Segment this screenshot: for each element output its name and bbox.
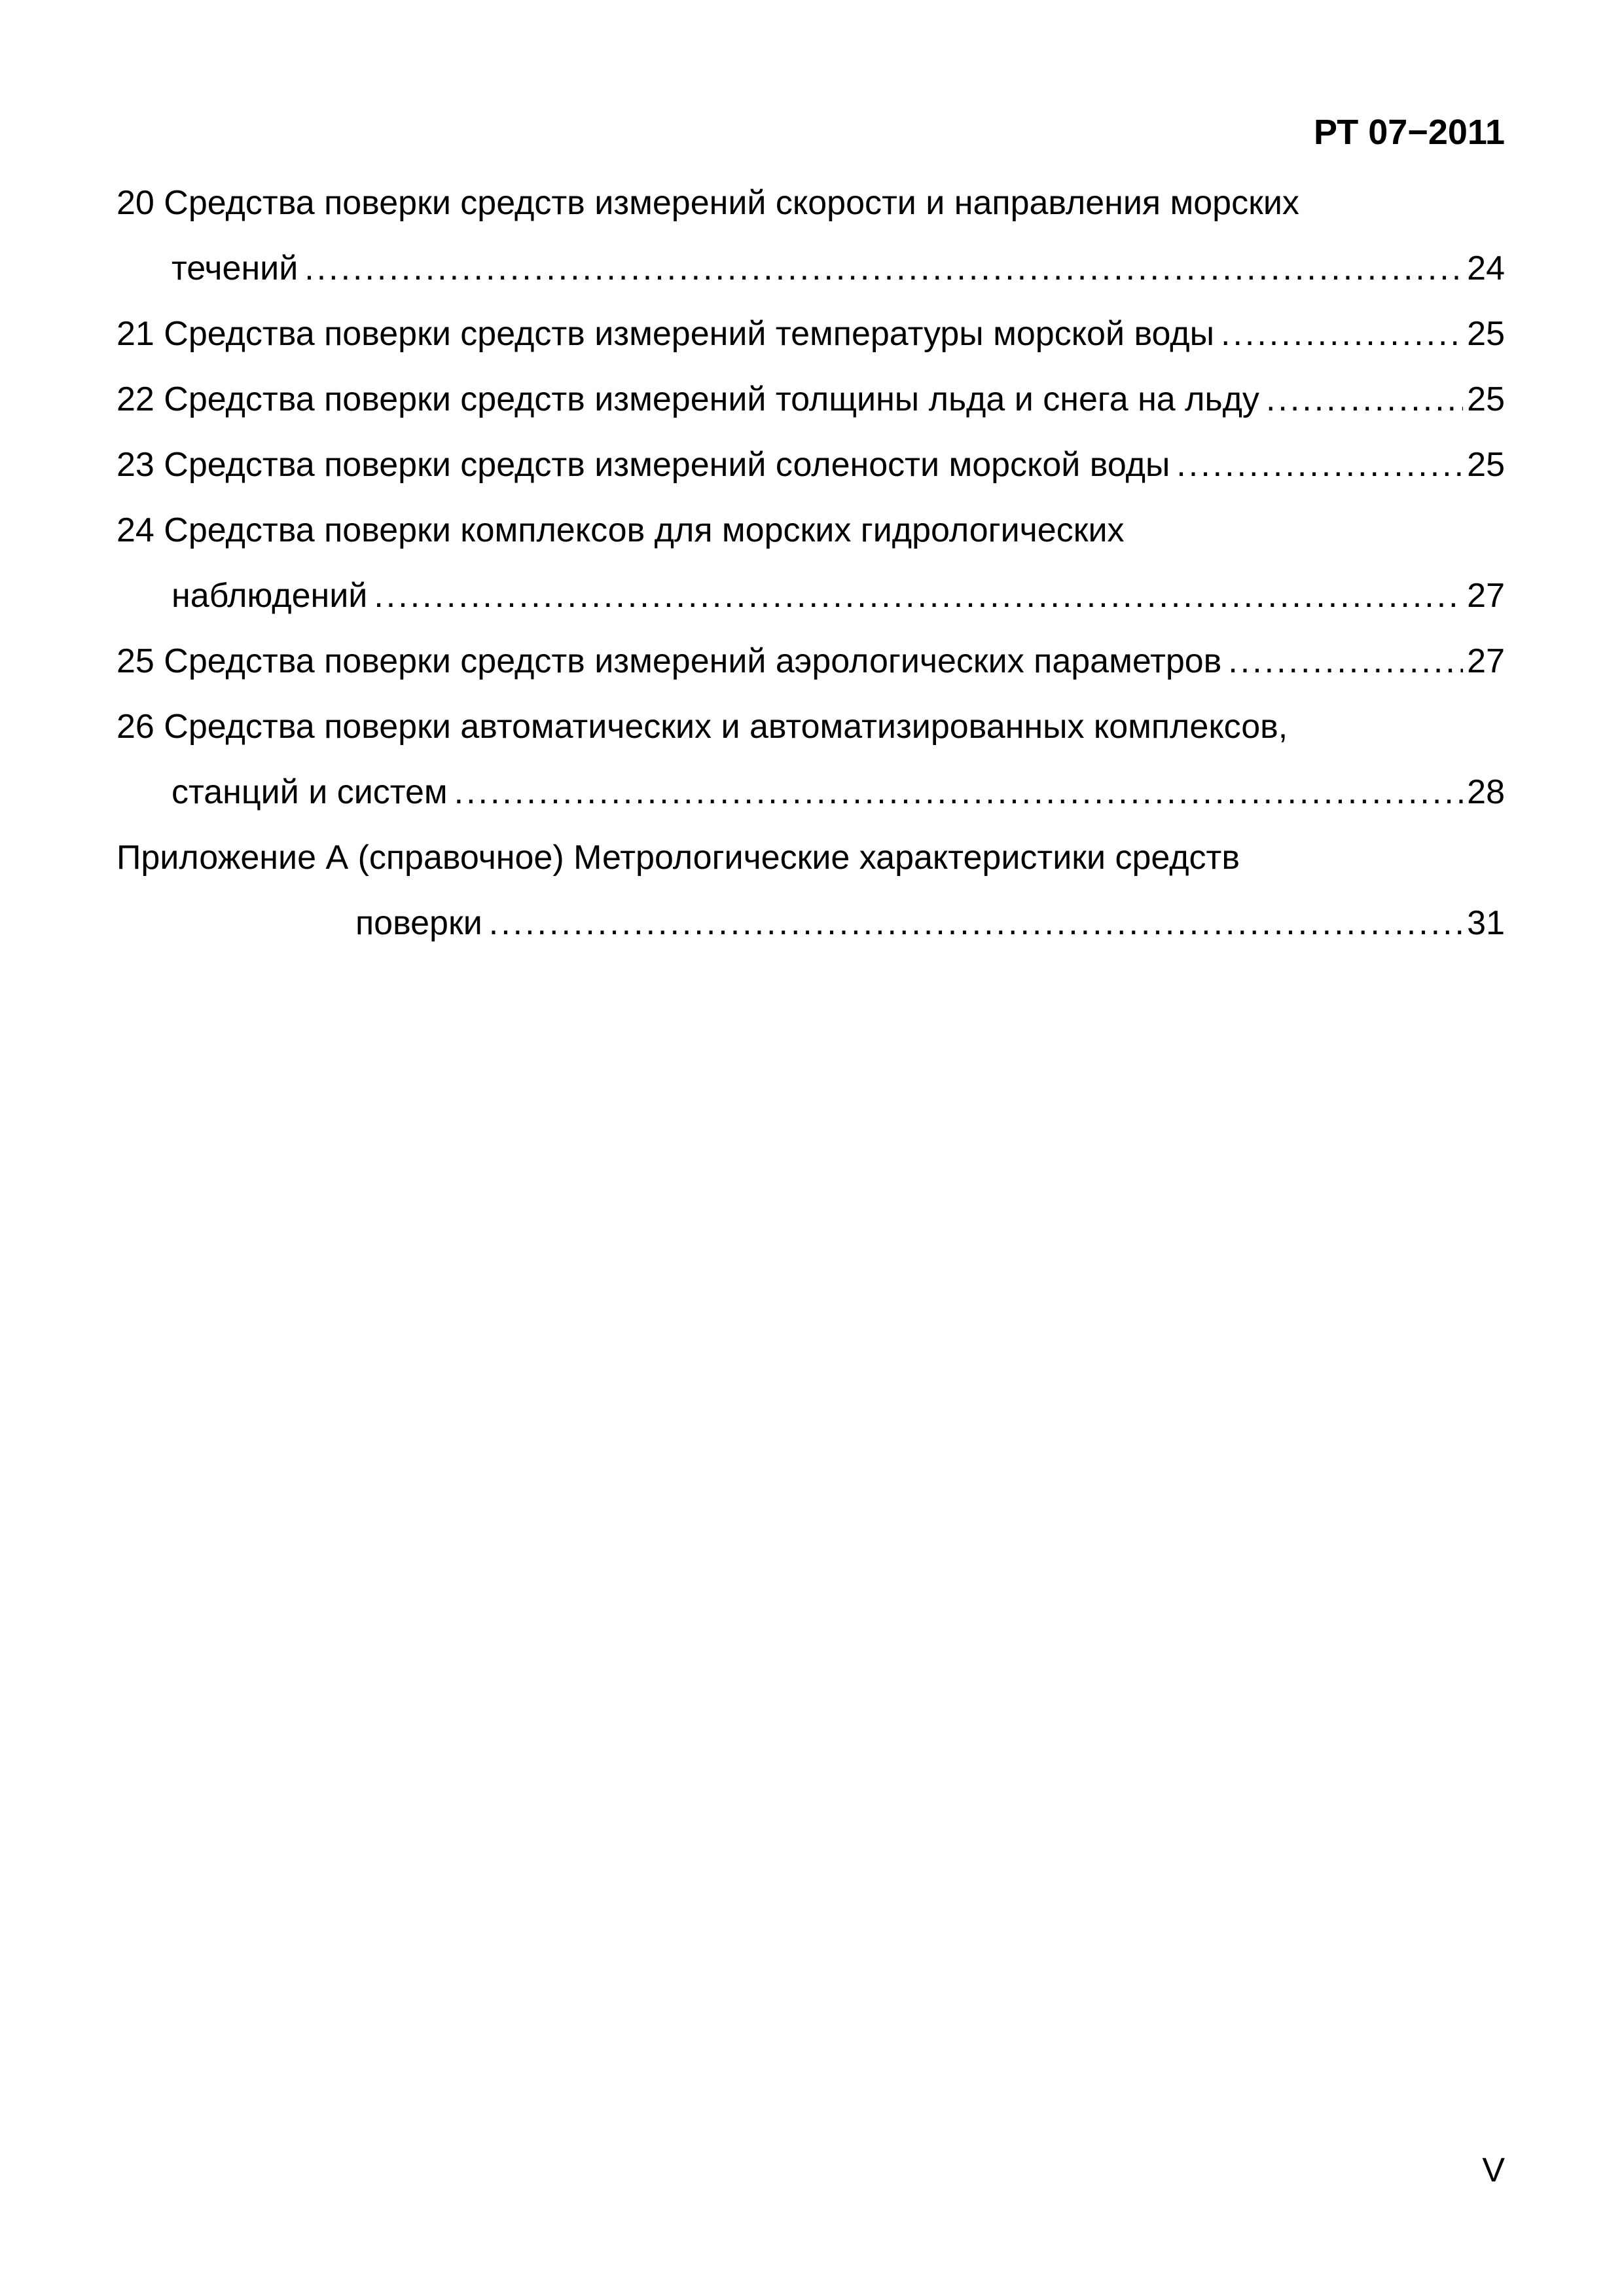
page-number: V: [1482, 2151, 1505, 2189]
table-of-contents: [117, 170, 1505, 956]
toc-entry-title: 21 Средства поверки средств измерений температуры морской воды: [117, 315, 1214, 353]
toc-page-number: 31: [1467, 904, 1505, 942]
toc-entry-last-line: [117, 301, 1505, 367]
dot-leader: [489, 890, 1463, 956]
toc-entry-22: [117, 367, 1505, 432]
document-code: РТ 07−2011: [1313, 113, 1505, 152]
toc-entry-title: 25 Средства поверки средств измерений аэрологических параметров: [117, 642, 1222, 680]
dot-leader: [1266, 367, 1463, 432]
dot-leader: [1176, 432, 1463, 498]
toc-entry-title: 20 Средства поверки средств измерений скорости и направления морских: [117, 184, 1299, 222]
toc-entry-20: [117, 170, 1505, 301]
toc-entry-last-line: [117, 563, 1505, 629]
dot-leader: [1228, 629, 1463, 694]
toc-entry-last-line: [117, 890, 1505, 956]
toc-entry-title: 22 Средства поверки средств измерений толщины льда и снега на льду: [117, 380, 1259, 418]
toc-entry-title-end: станций и систем: [171, 773, 448, 811]
toc-entry-last-line: [117, 367, 1505, 432]
toc-entry-last-line: [117, 629, 1505, 694]
toc-entry-title: 23 Средства поверки средств измерений солености морской воды: [117, 446, 1170, 484]
dot-leader: [454, 759, 1464, 825]
toc-page-number: 27: [1467, 577, 1505, 615]
toc-entry-21: [117, 301, 1505, 367]
toc-entry-last-line: [117, 236, 1505, 301]
toc-page-number: 25: [1467, 446, 1505, 484]
toc-entry-25: [117, 629, 1505, 694]
toc-entry-23: [117, 432, 1505, 498]
toc-entry-title: Приложение А (справочное) Метрологические характеристики средств: [117, 839, 1240, 877]
toc-entry-title-end: поверки: [355, 904, 482, 942]
toc-entry-title: 24 Средства поверки комплексов для морских гидрологических: [117, 511, 1125, 549]
toc-entry-last-line: [117, 759, 1505, 825]
toc-page-number: 25: [1467, 315, 1505, 353]
toc-entry-title-end: течений: [171, 249, 298, 287]
dot-leader: [374, 563, 1463, 629]
toc-entry-24: [117, 498, 1505, 629]
toc-entry-appendix-a: [117, 825, 1505, 956]
toc-page-number: 28: [1467, 773, 1505, 811]
dot-leader: [1221, 301, 1463, 367]
toc-page-number: 25: [1467, 380, 1505, 418]
toc-page-number: 27: [1467, 642, 1505, 680]
toc-entry-title: 26 Средства поверки автоматических и автоматизированных комплексов,: [117, 708, 1288, 746]
toc-entry-last-line: [117, 432, 1505, 498]
dot-leader: [304, 236, 1463, 301]
toc-entry-title-end: наблюдений: [171, 577, 368, 615]
toc-page-number: 24: [1467, 249, 1505, 287]
toc-entry-26: [117, 694, 1505, 825]
